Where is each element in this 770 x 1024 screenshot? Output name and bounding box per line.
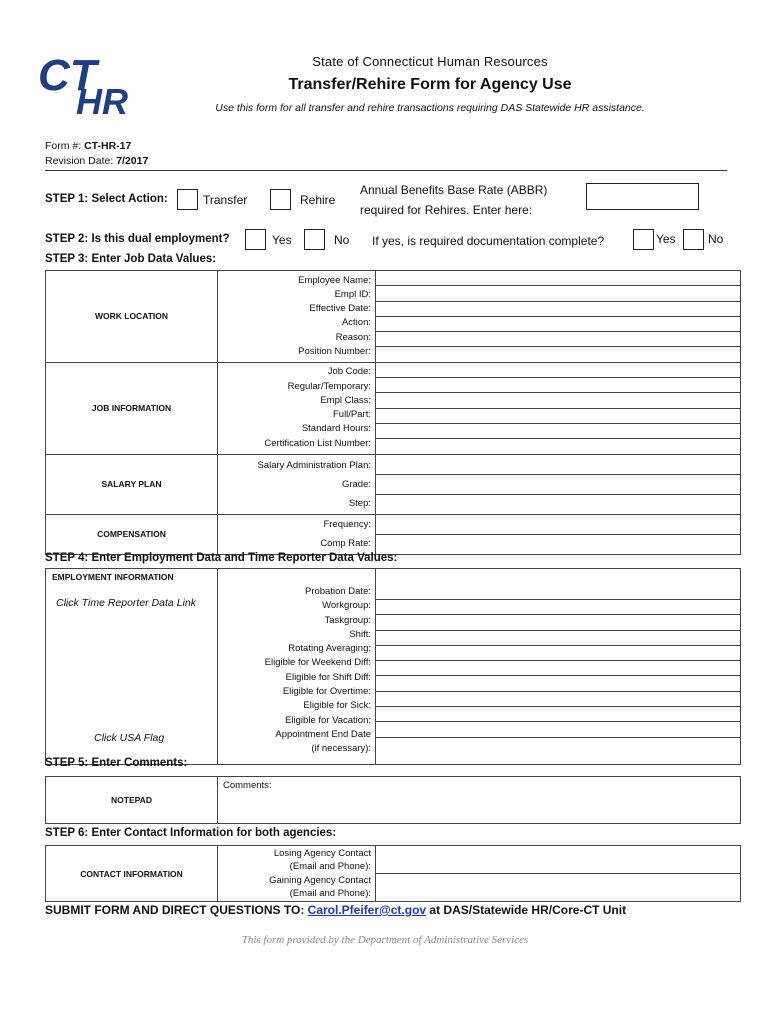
comp-rate-input[interactable] bbox=[376, 535, 740, 554]
field-label: Eligible for Shift Diff: bbox=[285, 671, 371, 683]
salary-admin-plan-input[interactable] bbox=[376, 455, 740, 475]
shift-input[interactable] bbox=[376, 631, 740, 646]
doc-yes-label: Yes bbox=[656, 232, 676, 246]
certification-list-input[interactable] bbox=[376, 439, 740, 453]
doc-no-label: No bbox=[708, 232, 724, 246]
contact-email-link[interactable]: Carol.Pfeifer@ct.gov bbox=[307, 903, 427, 917]
comments-table bbox=[45, 776, 741, 824]
field-label: Losing Agency Contact bbox=[273, 847, 371, 859]
field-label: Rotating Averaging: bbox=[288, 643, 371, 655]
notepad-row bbox=[46, 777, 741, 824]
field-label: Employee Name: bbox=[298, 274, 371, 286]
abbr-label-1: Annual Benefits Base Rate (ABBR) bbox=[360, 183, 548, 197]
workgroup-input[interactable] bbox=[376, 600, 740, 615]
section-label: JOB INFORMATION bbox=[46, 362, 218, 454]
section-label: COMPENSATION bbox=[46, 514, 218, 554]
usa-flag-link[interactable]: Click USA Flag bbox=[94, 732, 165, 744]
dual-no-label: No bbox=[334, 233, 350, 247]
step-input[interactable] bbox=[376, 495, 740, 514]
field-label: Reason: bbox=[335, 331, 371, 343]
salary-plan-row bbox=[46, 454, 741, 514]
step1-label: STEP 1: Select Action: bbox=[45, 193, 168, 205]
field-label: Effective Date: bbox=[309, 303, 371, 315]
shift-diff-input[interactable] bbox=[376, 676, 740, 691]
logo-ct-text: CT bbox=[38, 51, 97, 100]
time-reporter-link[interactable]: Click Time Reporter Data Link bbox=[56, 597, 196, 609]
field-label: (if necessary): bbox=[311, 743, 371, 755]
field-label: Position Number: bbox=[298, 345, 371, 357]
appointment-end-date-input[interactable] bbox=[376, 738, 740, 764]
field-label: Appointment End Date bbox=[275, 728, 371, 740]
frequency-input[interactable] bbox=[376, 515, 740, 535]
employment-info-row bbox=[46, 569, 741, 765]
documentation-question: If yes, is required documentation complete? bbox=[372, 234, 605, 248]
dual-yes-checkbox[interactable] bbox=[245, 229, 266, 250]
header-divider bbox=[45, 170, 727, 171]
position-number-input[interactable] bbox=[376, 347, 740, 361]
field-label: Salary Administration Plan: bbox=[257, 459, 371, 471]
field-label: Empl Class: bbox=[320, 394, 371, 406]
field-label: Workgroup: bbox=[322, 600, 371, 612]
rehire-label: Rehire bbox=[300, 193, 336, 207]
job-data-table bbox=[45, 270, 741, 555]
job-information-row bbox=[46, 362, 741, 454]
section-label: CONTACT INFORMATION bbox=[46, 846, 218, 902]
step4-label: STEP 4: Enter Employment Data and Time Reporter Data Values: bbox=[45, 552, 398, 564]
form-subtitle: Use this form for all transfer and rehire transactions requiring DAS Statewide HR assistance. bbox=[215, 102, 645, 114]
form-title: Transfer/Rehire Form for Agency Use bbox=[288, 76, 572, 93]
employee-name-input[interactable] bbox=[376, 271, 740, 286]
step6-label: STEP 6: Enter Contact Information for both agencies: bbox=[45, 827, 337, 839]
abbr-input[interactable] bbox=[586, 183, 699, 210]
action-input[interactable] bbox=[376, 317, 740, 332]
field-label: Empl ID: bbox=[334, 288, 371, 300]
field-label: Grade: bbox=[341, 478, 371, 490]
compensation-row bbox=[46, 514, 741, 554]
field-label: Step: bbox=[348, 497, 371, 509]
full-part-input[interactable] bbox=[376, 409, 740, 424]
field-label: Gaining Agency Contact bbox=[269, 874, 371, 886]
section-label: WORK LOCATION bbox=[46, 271, 218, 363]
abbr-label-2: required for Rehires. Enter here: bbox=[360, 203, 533, 217]
losing-agency-contact-input[interactable] bbox=[376, 846, 740, 874]
employment-table bbox=[45, 568, 741, 765]
step5-label: STEP 5: Enter Comments: bbox=[45, 757, 188, 769]
comments-input[interactable] bbox=[218, 777, 741, 824]
form-number: Form #: CT-HR-17 bbox=[45, 140, 132, 152]
probation-date-input[interactable] bbox=[376, 569, 740, 600]
grade-input[interactable] bbox=[376, 475, 740, 495]
rehire-checkbox[interactable] bbox=[270, 189, 291, 210]
field-label: (Email and Phone): bbox=[289, 888, 371, 899]
revision-date: Revision Date: 7/2017 bbox=[45, 155, 149, 167]
empl-id-input[interactable] bbox=[376, 286, 740, 301]
step2-label: STEP 2: Is this dual employment? bbox=[45, 233, 230, 245]
standard-hours-input[interactable] bbox=[376, 424, 740, 439]
job-code-input[interactable] bbox=[376, 363, 740, 378]
section-label: SALARY PLAN bbox=[46, 454, 218, 514]
comments-label: Comments: bbox=[223, 780, 272, 791]
taskgroup-input[interactable] bbox=[376, 615, 740, 630]
gaining-agency-contact-input[interactable] bbox=[376, 874, 740, 901]
field-label: Shift: bbox=[349, 628, 371, 640]
field-label: Comp Rate: bbox=[320, 538, 371, 550]
field-label: Probation Date: bbox=[304, 586, 371, 597]
field-label: (Email and Phone): bbox=[289, 861, 371, 872]
work-location-row bbox=[46, 271, 741, 363]
field-label: Full/Part: bbox=[332, 409, 371, 421]
regular-temporary-input[interactable] bbox=[376, 378, 740, 393]
org-name: State of Connecticut Human Resources bbox=[312, 54, 548, 69]
field-label: Eligible for Weekend Diff: bbox=[264, 657, 371, 669]
field-label: Standard Hours: bbox=[301, 423, 371, 435]
empl-class-input[interactable] bbox=[376, 393, 740, 408]
section-label: NOTEPAD bbox=[46, 777, 218, 824]
footer-note: This form provided by the Department of Administrative Services bbox=[241, 934, 529, 946]
submit-instructions: SUBMIT FORM AND DIRECT QUESTIONS TO: Carol.Pfeifer@ct.gov at DAS/Statewide HR/Core-CT Unit bbox=[45, 903, 627, 917]
reason-input[interactable] bbox=[376, 332, 740, 347]
section-label: EMPLOYMENT INFORMATION bbox=[52, 572, 174, 582]
field-label: Regular/Temporary: bbox=[287, 380, 371, 392]
field-label: Certification List Number: bbox=[264, 437, 371, 449]
field-label: Job Code: bbox=[327, 366, 371, 378]
rotating-averaging-input[interactable] bbox=[376, 646, 740, 661]
dual-no-checkbox[interactable] bbox=[304, 229, 325, 250]
field-label: Action: bbox=[341, 317, 371, 329]
step3-label: STEP 3: Enter Job Data Values: bbox=[45, 253, 217, 265]
overtime-input[interactable] bbox=[376, 692, 740, 707]
logo-hr-text: HR bbox=[76, 81, 128, 118]
transfer-checkbox[interactable] bbox=[177, 189, 198, 210]
transfer-label: Transfer bbox=[203, 193, 248, 207]
field-label: Eligible for Vacation: bbox=[285, 714, 371, 726]
field-label: Taskgroup: bbox=[324, 614, 371, 626]
contact-info-row bbox=[46, 846, 741, 902]
sick-input[interactable] bbox=[376, 707, 740, 722]
effective-date-input[interactable] bbox=[376, 302, 740, 317]
field-label: Eligible for Overtime: bbox=[282, 686, 371, 698]
vacation-input[interactable] bbox=[376, 722, 740, 737]
field-label: Frequency: bbox=[323, 519, 371, 531]
doc-yes-checkbox[interactable] bbox=[633, 229, 654, 250]
field-label: Eligible for Sick: bbox=[303, 700, 371, 712]
dual-yes-label: Yes bbox=[272, 233, 292, 247]
weekend-diff-input[interactable] bbox=[376, 661, 740, 676]
contact-table bbox=[45, 845, 741, 902]
doc-no-checkbox[interactable] bbox=[683, 229, 704, 250]
